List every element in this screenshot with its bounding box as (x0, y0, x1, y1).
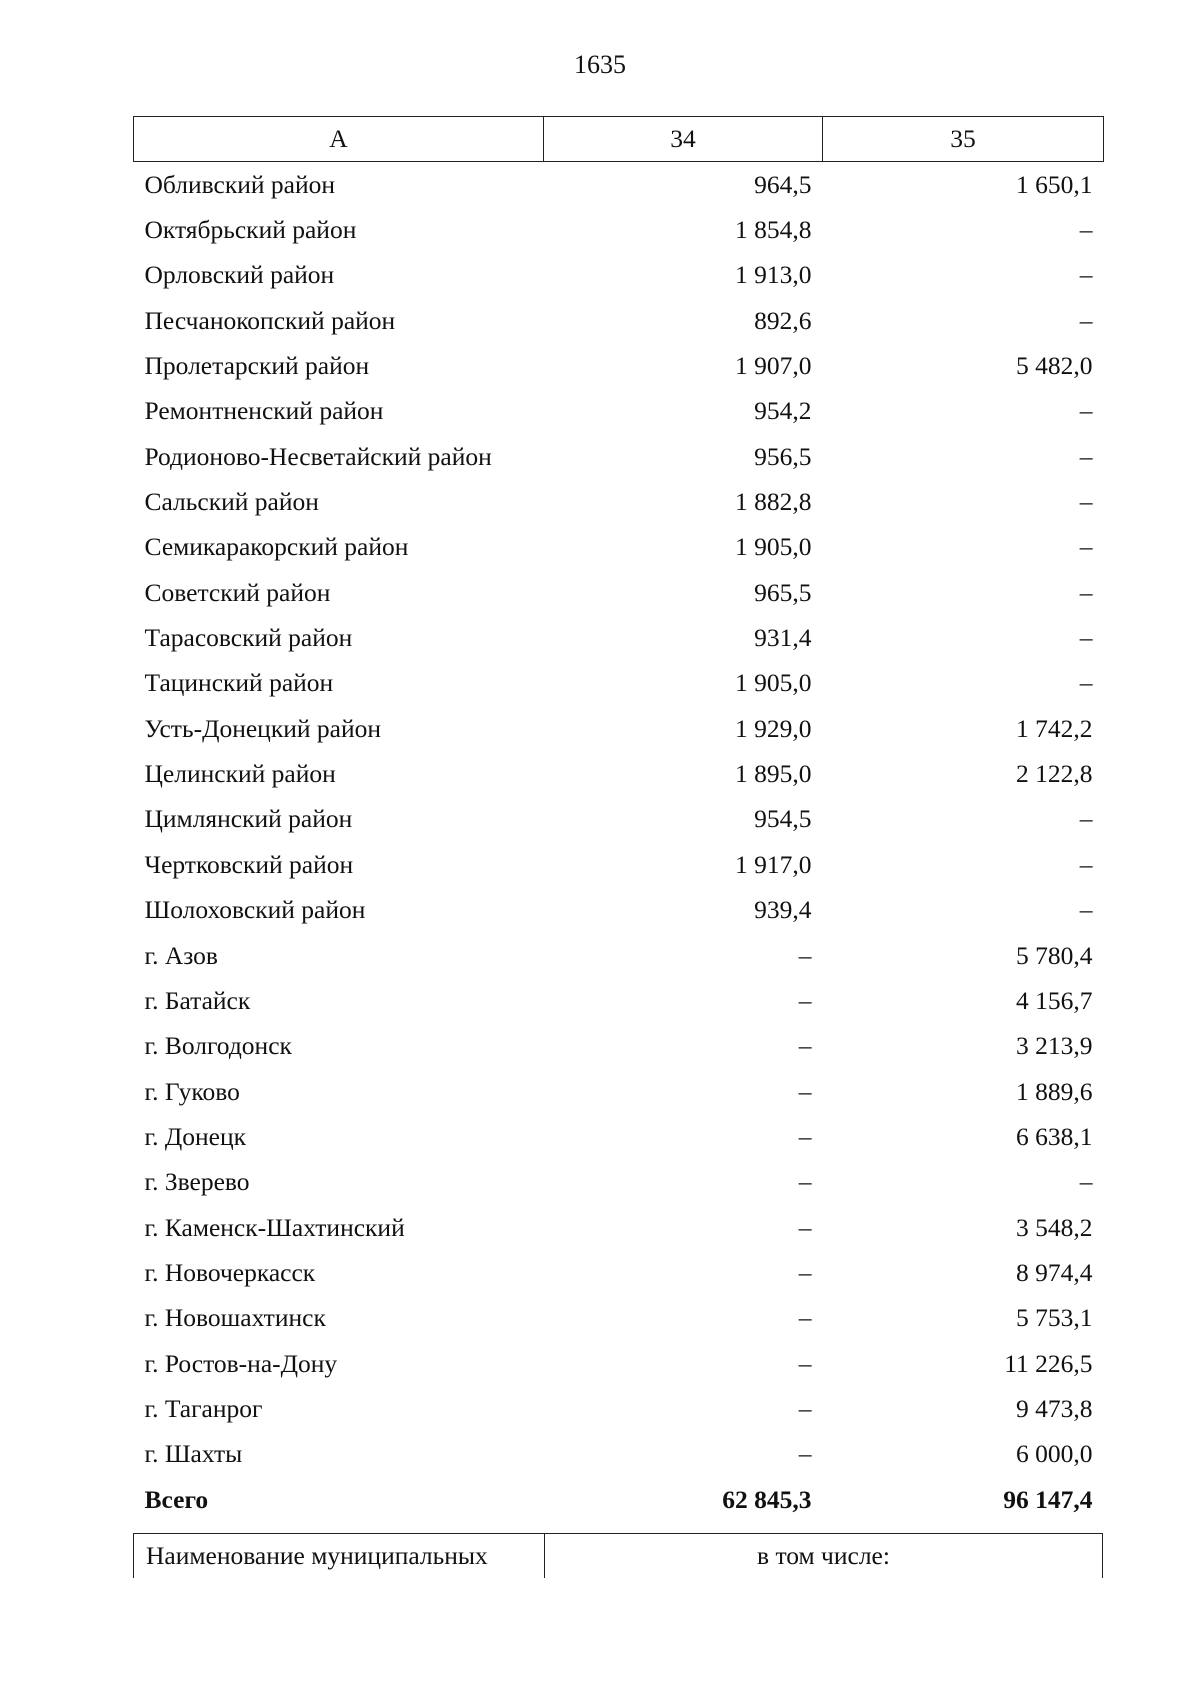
row-value-34: 931,4 (754, 623, 812, 653)
row-value-35: – (1079, 260, 1093, 290)
row-value-35: 1 742,2 (1016, 713, 1093, 743)
row-name-cell: Всего (144, 1484, 209, 1514)
row-name-cell: Сальский район (144, 487, 319, 517)
table-row (134, 751, 1104, 796)
row-name-cell: Советский район (144, 577, 331, 607)
row-name-cell: г. Гуково (144, 1076, 240, 1106)
row-value-35: – (1079, 441, 1093, 471)
total-row (134, 1477, 1104, 1522)
row-name-cell: Ремонтненский район (144, 396, 384, 426)
row-value-35: 5 780,4 (1016, 940, 1093, 970)
table-row (134, 1432, 1104, 1477)
row-name-cell: Чертковский район (144, 849, 354, 879)
column-header-a: А (134, 117, 544, 162)
row-value-35: 96 147,4 (1003, 1484, 1093, 1514)
row-name-cell: г. Азов (144, 940, 218, 970)
row-value-35: – (1079, 396, 1093, 426)
page-number: 1635 (574, 50, 626, 79)
row-name-cell: Октябрьский район (144, 215, 357, 245)
row-value-34: 965,5 (754, 577, 812, 607)
row-value-35: – (1079, 623, 1093, 653)
row-value-34: 954,5 (754, 804, 812, 834)
row-value-34: 1 917,0 (735, 849, 812, 879)
row-value-35: 6 638,1 (1016, 1121, 1093, 1151)
data-table (133, 116, 1104, 1522)
table-row (134, 162, 1104, 208)
table-row (134, 978, 1104, 1023)
row-value-34: – (798, 1076, 812, 1106)
row-name-cell: г. Каменск-Шахтинский (144, 1212, 405, 1242)
row-name-cell: Шолоховский район (144, 895, 366, 925)
row-name-cell: Тацинский район (144, 668, 334, 698)
table-row (134, 842, 1104, 887)
row-name-cell: г. Донецк (144, 1121, 246, 1151)
footer-name-header: Наименование муниципальных (134, 1534, 545, 1579)
row-name-cell: Цимлянский район (144, 804, 353, 834)
row-name-cell: Орловский район (144, 260, 335, 290)
table-row (134, 615, 1104, 660)
row-value-35: – (1079, 895, 1093, 925)
row-name-cell: г. Зверево (144, 1167, 250, 1197)
row-value-34: 1 905,0 (735, 668, 812, 698)
table-row (134, 1205, 1104, 1250)
continuation-header (133, 1533, 1103, 1578)
row-value-35: 5 753,1 (1016, 1303, 1093, 1333)
row-value-34: 1 913,0 (735, 260, 812, 290)
row-name-cell: г. Шахты (144, 1439, 243, 1469)
table-row (134, 343, 1104, 388)
row-value-34: – (798, 1303, 812, 1333)
row-value-34: 939,4 (754, 895, 812, 925)
row-name-cell: Родионово-Несветайский район (144, 441, 492, 471)
table-row (134, 661, 1104, 706)
row-value-34: – (798, 1348, 812, 1378)
row-name-cell: г. Новочеркасск (144, 1257, 316, 1287)
row-name-cell: Семикаракорский район (144, 532, 409, 562)
table-row (134, 298, 1104, 343)
row-value-34: – (798, 1212, 812, 1242)
row-value-35: – (1079, 487, 1093, 517)
row-value-35: 1 650,1 (1016, 169, 1093, 199)
row-value-34: – (798, 1393, 812, 1423)
table-row (134, 1114, 1104, 1159)
row-value-34: 1 907,0 (735, 351, 812, 381)
row-value-34: 1 895,0 (735, 759, 812, 789)
row-value-34: 956,5 (754, 441, 812, 471)
table-row (134, 1250, 1104, 1295)
column-header-35: 35 (823, 117, 1104, 162)
table-row (134, 207, 1104, 252)
table-row (134, 479, 1104, 524)
row-value-35: – (1079, 849, 1093, 879)
row-name-cell: Целинский район (144, 759, 336, 789)
table-row (134, 797, 1104, 842)
table-body (134, 162, 1104, 1523)
table-row (134, 1024, 1104, 1069)
row-value-35: 3 213,9 (1016, 1031, 1093, 1061)
row-value-35: 9 473,8 (1016, 1393, 1093, 1423)
row-value-35: 3 548,2 (1016, 1212, 1093, 1242)
row-value-35: 6 000,0 (1016, 1439, 1093, 1469)
row-value-35: 5 482,0 (1016, 351, 1093, 381)
row-value-34: – (798, 940, 812, 970)
row-name-cell: г. Ростов-на-Дону (144, 1348, 338, 1378)
table-row (134, 434, 1104, 479)
row-value-35: – (1079, 804, 1093, 834)
row-name-cell: г. Таганрог (144, 1393, 263, 1423)
footer-subheader: в том числе: (545, 1534, 1103, 1579)
table-row (134, 1160, 1104, 1205)
row-value-35: 2 122,8 (1016, 759, 1093, 789)
row-value-35: – (1079, 668, 1093, 698)
row-value-34: 1 882,8 (735, 487, 812, 517)
table-row (134, 706, 1104, 751)
row-value-35: – (1079, 577, 1093, 607)
row-name-cell: Усть-Донецкий район (144, 713, 381, 743)
header-row (134, 117, 1104, 162)
table-row (134, 253, 1104, 298)
row-value-35: 4 156,7 (1016, 985, 1093, 1015)
row-value-34: 1 854,8 (735, 215, 812, 245)
table-row (134, 525, 1104, 570)
row-value-34: – (798, 1439, 812, 1469)
row-value-34: – (798, 1121, 812, 1151)
row-value-35: – (1079, 532, 1093, 562)
table-row (134, 933, 1104, 978)
table-row (134, 1296, 1104, 1341)
row-value-35: – (1079, 215, 1093, 245)
row-value-34: – (798, 1257, 812, 1287)
row-value-34: – (798, 1167, 812, 1197)
row-value-34: 62 845,3 (722, 1484, 812, 1514)
row-value-34: – (798, 985, 812, 1015)
row-value-34: 892,6 (754, 305, 812, 335)
row-value-35: – (1079, 305, 1093, 335)
row-name-cell: Тарасовский район (144, 623, 353, 653)
table-row (134, 1069, 1104, 1114)
row-name-cell: Песчанокопский район (144, 305, 396, 335)
row-value-35: 1 889,6 (1016, 1076, 1093, 1106)
table-row (134, 1386, 1104, 1431)
row-value-35: – (1079, 1167, 1093, 1197)
row-value-34: 964,5 (754, 169, 812, 199)
table-row (134, 888, 1104, 933)
row-name-cell: г. Новошахтинск (144, 1303, 326, 1333)
row-value-35: 11 226,5 (1004, 1348, 1093, 1378)
row-name-cell: г. Волгодонск (144, 1031, 292, 1061)
column-header-34: 34 (544, 117, 823, 162)
row-name-cell: Обливский район (144, 169, 336, 199)
row-value-35: 8 974,4 (1016, 1257, 1093, 1287)
table-row (134, 570, 1104, 615)
row-value-34: 954,2 (754, 396, 812, 426)
row-name-cell: г. Батайск (144, 985, 251, 1015)
row-name-cell: Пролетарский район (144, 351, 370, 381)
row-value-34: – (798, 1031, 812, 1061)
table-row (134, 1341, 1104, 1386)
table-row (134, 389, 1104, 434)
row-value-34: 1 929,0 (735, 713, 812, 743)
row-value-34: 1 905,0 (735, 532, 812, 562)
